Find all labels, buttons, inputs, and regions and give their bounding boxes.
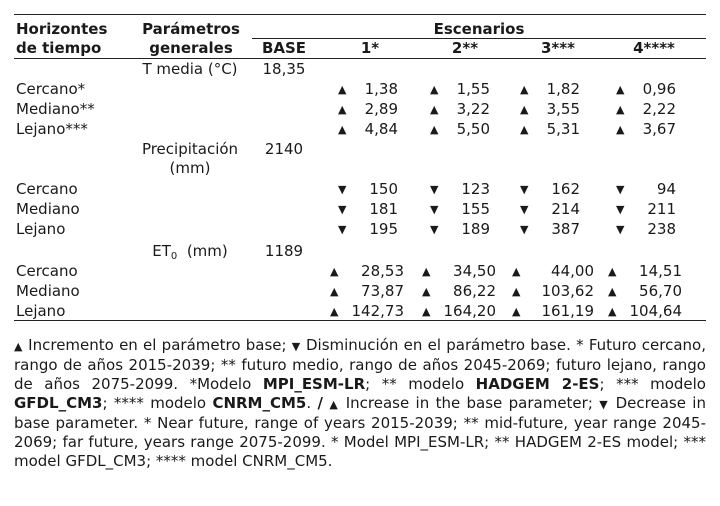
up-triangle-icon: ▲ <box>330 285 339 298</box>
table-cell <box>520 100 580 120</box>
down-triangle-icon: ▼ <box>616 203 625 216</box>
cell-value: 3,55 <box>546 100 580 118</box>
cell-value: 14,51 <box>639 262 682 280</box>
cell-value: 155 <box>461 200 490 218</box>
header-scenario-2: 2** <box>451 39 479 57</box>
cell-value: 189 <box>461 220 490 238</box>
cell-value: 142,73 <box>351 302 404 320</box>
table-cell <box>616 220 676 240</box>
table-cell <box>430 180 490 200</box>
base-precipitation: 2140 <box>264 140 304 158</box>
up-triangle-icon: ▲ <box>608 265 617 278</box>
cell-value: 161,19 <box>541 302 594 320</box>
down-triangle-icon: ▼ <box>520 203 529 216</box>
cell-value: 123 <box>461 180 490 198</box>
table-cell <box>422 262 496 282</box>
table-cell <box>422 302 496 322</box>
up-triangle-icon: ▲ <box>329 398 340 411</box>
down-triangle-icon: ▼ <box>430 223 439 236</box>
up-triangle-icon: ▲ <box>430 83 439 96</box>
up-triangle-icon: ▲ <box>616 83 625 96</box>
header-scenarios: Escenarios <box>433 20 525 38</box>
down-triangle-icon: ▼ <box>291 340 301 353</box>
row-label: Cercano* <box>16 80 86 98</box>
table-cell <box>430 80 490 100</box>
cell-value: 4,84 <box>364 120 398 138</box>
up-triangle-icon: ▲ <box>616 103 625 116</box>
table-cell <box>616 80 676 100</box>
cell-value: 2,89 <box>364 100 398 118</box>
cell-value: 1,38 <box>364 80 398 98</box>
up-triangle-icon: ▲ <box>512 285 521 298</box>
header-horizon: Horizontes de tiempo <box>16 20 108 57</box>
header-params: Parámetros generales <box>142 20 240 57</box>
row-label: Cercano <box>16 262 78 280</box>
down-triangle-icon: ▼ <box>338 223 347 236</box>
table-cell <box>520 220 580 240</box>
cell-value: 56,70 <box>639 282 682 300</box>
up-triangle-icon: ▲ <box>512 305 521 318</box>
up-triangle-icon: ▲ <box>422 305 431 318</box>
table-cell <box>330 262 404 282</box>
row-label: Lejano <box>16 220 66 238</box>
top-rule <box>14 14 706 15</box>
up-triangle-icon: ▲ <box>422 285 431 298</box>
table-cell <box>338 100 398 120</box>
cell-value: 94 <box>656 180 676 198</box>
param-precipitation: Precipitación (mm) <box>141 140 239 177</box>
up-triangle-icon: ▲ <box>616 123 625 136</box>
up-triangle-icon: ▲ <box>608 285 617 298</box>
table-cell <box>608 282 682 302</box>
header-rule <box>14 58 706 59</box>
cell-value: 211 <box>647 200 676 218</box>
header-base: BASE <box>261 39 307 57</box>
up-triangle-icon: ▲ <box>512 265 521 278</box>
cell-value: 3,22 <box>456 100 490 118</box>
up-triangle-icon: ▲ <box>430 123 439 136</box>
down-triangle-icon: ▼ <box>338 203 347 216</box>
cell-value: 2,22 <box>642 100 676 118</box>
header-scenario-3: 3*** <box>541 39 575 57</box>
up-triangle-icon: ▲ <box>14 340 23 353</box>
table-cell <box>512 282 594 302</box>
up-triangle-icon: ▲ <box>338 103 347 116</box>
down-triangle-icon: ▼ <box>520 183 529 196</box>
down-triangle-icon: ▼ <box>520 223 529 236</box>
footnote: ▲ Incremento en el parámetro base; ▼ Disminución en el parámetro base. * Futuro cercano, rango de años 2015-2039; ** futuro medio, rango de años 2045-2069; futuro lejano, rango de años 2075-2099. *Modelo MPI_ESM-LR; ** modelo HADGEM 2-ES; *** modelo GFDL_CM3; **** modelo CNRM_CM5. / ▲ Increase in the base parameter; ▼ Decrease in base parameter. * Near future, range of years 2015-2039; ** mid-future, year range 2045-2069; far future, years range 2075-2099. * Model MPI_ESM-LR; ** HADGEM 2-ES model; *** model GFDL_CM3; **** model CNRM_CM5. <box>14 336 706 470</box>
up-triangle-icon: ▲ <box>430 103 439 116</box>
cell-value: 238 <box>647 220 676 238</box>
cell-value: 0,96 <box>642 80 676 98</box>
up-triangle-icon: ▲ <box>422 265 431 278</box>
cell-value: 387 <box>551 220 580 238</box>
table-cell <box>608 302 682 322</box>
cell-value: 181 <box>369 200 398 218</box>
table-cell <box>338 80 398 100</box>
cell-value: 150 <box>369 180 398 198</box>
cell-value: 104,64 <box>629 302 682 320</box>
table-cell <box>608 262 682 282</box>
table-cell <box>330 302 404 322</box>
table-cell <box>616 200 676 220</box>
down-triangle-icon: ▼ <box>616 223 625 236</box>
up-triangle-icon: ▲ <box>330 265 339 278</box>
table-cell <box>520 120 580 140</box>
cell-value: 103,62 <box>541 282 594 300</box>
table-cell <box>520 180 580 200</box>
base-et0: 1189 <box>264 242 304 260</box>
cell-value: 5,31 <box>546 120 580 138</box>
row-label: Lejano <box>16 302 66 320</box>
cell-value: 214 <box>551 200 580 218</box>
cell-value: 28,53 <box>361 262 404 280</box>
header-scenario-1: 1* <box>360 39 380 57</box>
table-cell <box>338 220 398 240</box>
cell-value: 44,00 <box>551 262 594 280</box>
row-label: Cercano <box>16 180 78 198</box>
up-triangle-icon: ▲ <box>330 305 339 318</box>
up-triangle-icon: ▲ <box>520 103 529 116</box>
table-cell <box>330 282 404 302</box>
down-triangle-icon: ▼ <box>338 183 347 196</box>
down-triangle-icon: ▼ <box>430 183 439 196</box>
cell-value: 164,20 <box>443 302 496 320</box>
table-cell <box>616 120 676 140</box>
table-cell <box>520 200 580 220</box>
cell-value: 73,87 <box>361 282 404 300</box>
up-triangle-icon: ▲ <box>608 305 617 318</box>
up-triangle-icon: ▲ <box>520 123 529 136</box>
table-cell <box>430 200 490 220</box>
param-tmedia: T media (°C) <box>142 60 238 78</box>
table-cell <box>338 120 398 140</box>
table-bottom-rule <box>14 320 706 321</box>
table-cell <box>338 180 398 200</box>
table-cell <box>430 100 490 120</box>
down-triangle-icon: ▼ <box>616 183 625 196</box>
base-tmedia: 18,35 <box>262 60 306 78</box>
cell-value: 1,55 <box>456 80 490 98</box>
param-et0: $ET_0$ (mm) <box>152 242 228 262</box>
cell-value: 162 <box>551 180 580 198</box>
table-cell <box>512 302 594 322</box>
table-cell <box>338 200 398 220</box>
cell-value: 34,50 <box>453 262 496 280</box>
table-cell <box>430 220 490 240</box>
up-triangle-icon: ▲ <box>338 83 347 96</box>
cell-value: 3,67 <box>642 120 676 138</box>
table-cell <box>520 80 580 100</box>
table-cell <box>616 180 676 200</box>
cell-value: 86,22 <box>453 282 496 300</box>
row-label: Mediano** <box>16 100 95 118</box>
header-scenario-4: 4**** <box>633 39 675 57</box>
up-triangle-icon: ▲ <box>338 123 347 136</box>
cell-value: 195 <box>369 220 398 238</box>
row-label: Lejano*** <box>16 120 88 138</box>
table-cell <box>616 100 676 120</box>
down-triangle-icon: ▼ <box>430 203 439 216</box>
table-cell <box>512 262 594 282</box>
down-triangle-icon: ▼ <box>599 398 610 411</box>
row-label: Mediano <box>16 282 80 300</box>
table-cell <box>430 120 490 140</box>
cell-value: 1,82 <box>546 80 580 98</box>
table-cell <box>422 282 496 302</box>
row-label: Mediano <box>16 200 80 218</box>
up-triangle-icon: ▲ <box>520 83 529 96</box>
cell-value: 5,50 <box>456 120 490 138</box>
